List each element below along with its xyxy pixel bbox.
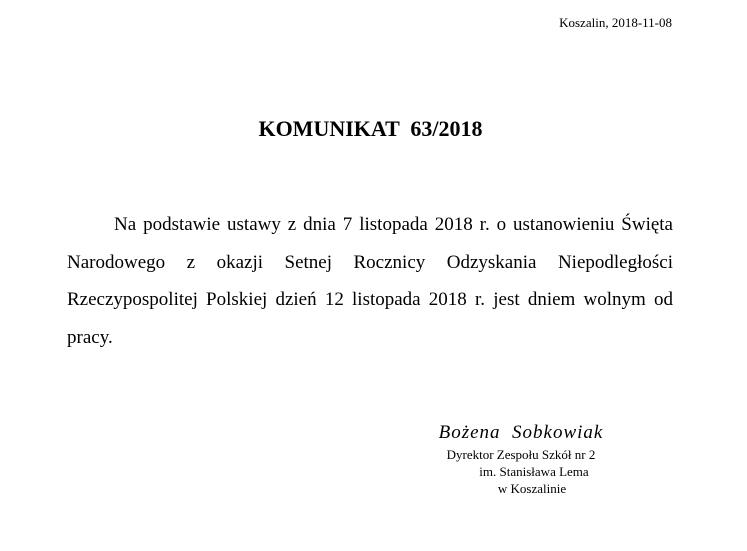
signatory-position: Dyrektor Zespołu Szkół nr 2 [446, 447, 596, 462]
signature-block [380, 420, 662, 497]
announcement-title: KOMUNIKAT 63/2018 [258, 116, 483, 141]
school-location: w Koszalinie [497, 481, 567, 496]
signatory-name: Bożena Sobkowiak [438, 422, 604, 443]
announcement-body: Na podstawie ustawy z dnia 7 listopada 2018 r. o ustanowieniu Święta Narodowego z okazji Setnej Rocznicy Odzyskania Niepodległości Rzeczypospolitej Polskiej dzień 12 listopada 2018 r. jest dniem wolnym od pracy. [67, 214, 673, 348]
school-patron: im. Stanisława Lema [479, 464, 589, 479]
place-and-date: Koszalin, 2018-11-08 [559, 15, 672, 30]
